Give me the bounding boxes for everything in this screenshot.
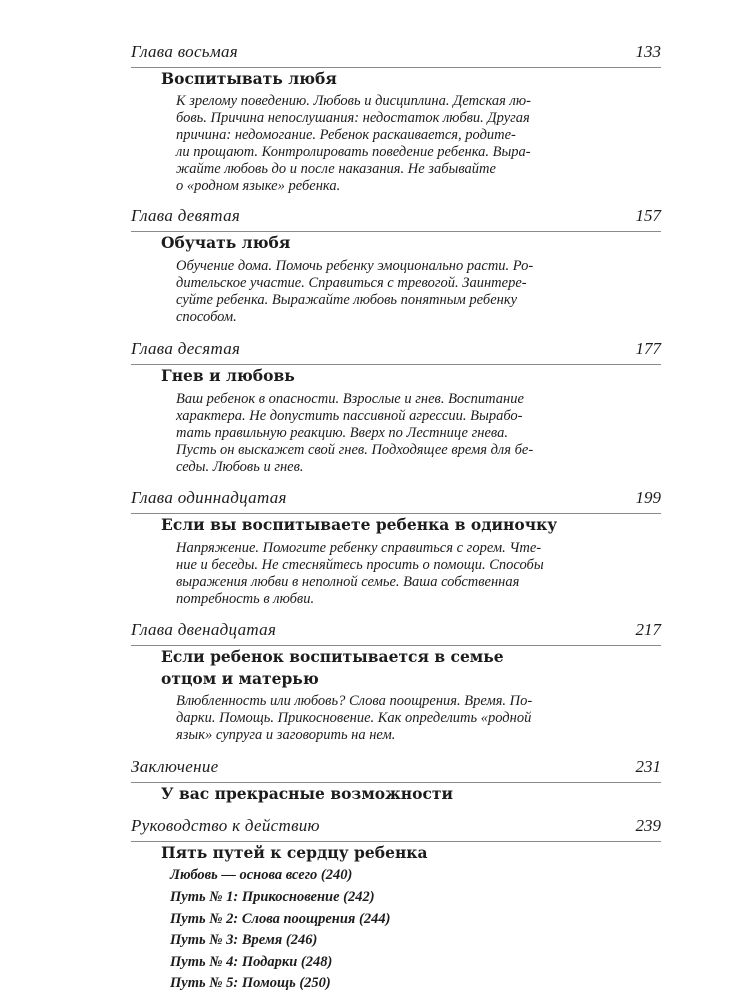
description-line: характера. Не допустить пассивной агрессии. Вырабо- [176,408,523,424]
guide-item: Путь № 2: Слова поощрения (244) [170,911,391,927]
guide-item: Любовь — основа всего (240) [170,867,353,883]
conclusion-heading [131,756,661,778]
chapter-page-number: 199 [635,488,661,507]
chapter-title [161,646,661,690]
chapter-label: Глава девятая [131,206,241,225]
chapter-label: Заключение [131,757,219,776]
chapter-description [176,693,616,744]
chapter-label: Руководство к действию [131,816,320,835]
chapter-page-number: 133 [635,42,661,61]
chapter-label: Глава одиннадцатая [131,488,287,507]
chapter-title: Если вы воспитываете ребенка в одиночку [161,515,558,534]
guide-item: Путь № 1: Прикосновение (242) [170,889,375,905]
description-line: Напряжение. Помогите ребенку справиться с горем. Чте- [176,540,542,556]
chapter-page-number: 177 [635,339,661,358]
description-line: Ваш ребенок в опасности. Взрослые и гнев. Воспитание [176,391,524,407]
description-line: потребность в любви. [176,591,315,607]
description-line: бовь. Причина непослушания: недостаток любви. Другая [176,110,530,126]
chapter-heading [131,338,661,360]
chapter-description [176,391,616,476]
chapter-title-line: отцом и матерью [161,669,319,688]
chapter-label: Глава восьмая [131,42,238,61]
chapter-heading [131,487,661,509]
description-line: дительское участие. Справиться с тревогой. Заинтере- [176,275,527,291]
description-line: выражения любви в неполной семье. Ваша собственная [176,574,520,590]
description-line: Пусть он выскажет свой гнев. Подходящее время для бе- [176,442,534,458]
guide-title: Пять путей к сердцу ребенка [161,843,428,862]
chapter-label: Глава двенадцатая [131,620,277,639]
description-line: К зрелому поведению. Любовь и дисциплина. Детская лю- [176,93,531,109]
chapter-label: Глава десятая [131,339,241,358]
guide-item: Путь № 4: Подарки (248) [170,954,333,970]
chapter-title: Обучать любя [161,233,291,252]
chapter-heading [131,619,661,641]
chapter-page-number: 231 [635,757,661,776]
guide-item: Путь № 5: Помощь (250) [170,975,331,991]
description-line: Влюбленность или любовь? Слова поощрения. Время. По- [176,693,533,709]
description-line: способом. [176,309,237,325]
chapter-title: Гнев и любовь [161,366,295,385]
chapter-heading [131,205,661,227]
description-line: дарки. Помощь. Прикосновение. Как определить «родной [176,710,532,726]
guide-item: Путь № 3: Время (246) [170,932,318,948]
chapter-description [176,540,616,608]
conclusion-title: У вас прекрасные возможности [161,784,453,803]
guide-heading [131,815,661,837]
description-line: ние и беседы. Не стесняйтесь просить о помощи. Способы [176,557,544,573]
chapter-page-number: 217 [635,620,661,639]
description-line: суйте ребенка. Выражайте любовь понятным ребенку [176,292,518,308]
description-line: причина: недомогание. Ребенок раскаивается, родите- [176,127,516,143]
description-line: о «родном языке» ребенка. [176,178,341,194]
chapter-description [176,93,616,195]
description-line: седы. Любовь и гнев. [176,459,304,475]
description-line: Обучение дома. Помочь ребенку эмоционально расти. Ро- [176,258,534,274]
chapter-heading [131,41,661,63]
chapter-page-number: 157 [635,206,661,225]
chapter-title: Воспитывать любя [161,69,337,88]
chapter-page-number: 239 [635,816,661,835]
description-line: язык» супруга и заговорить на нем. [176,727,396,743]
chapter-description [176,258,616,326]
description-line: жайте любовь до и после наказания. Не забывайте [176,161,496,177]
description-line: тать правильную реакцию. Вверх по Лестнице гнева. [176,425,508,441]
description-line: ли прощают. Контролировать поведение ребенка. Выра- [176,144,531,160]
chapter-title-line: Если ребенок воспитывается в семье [161,647,504,666]
